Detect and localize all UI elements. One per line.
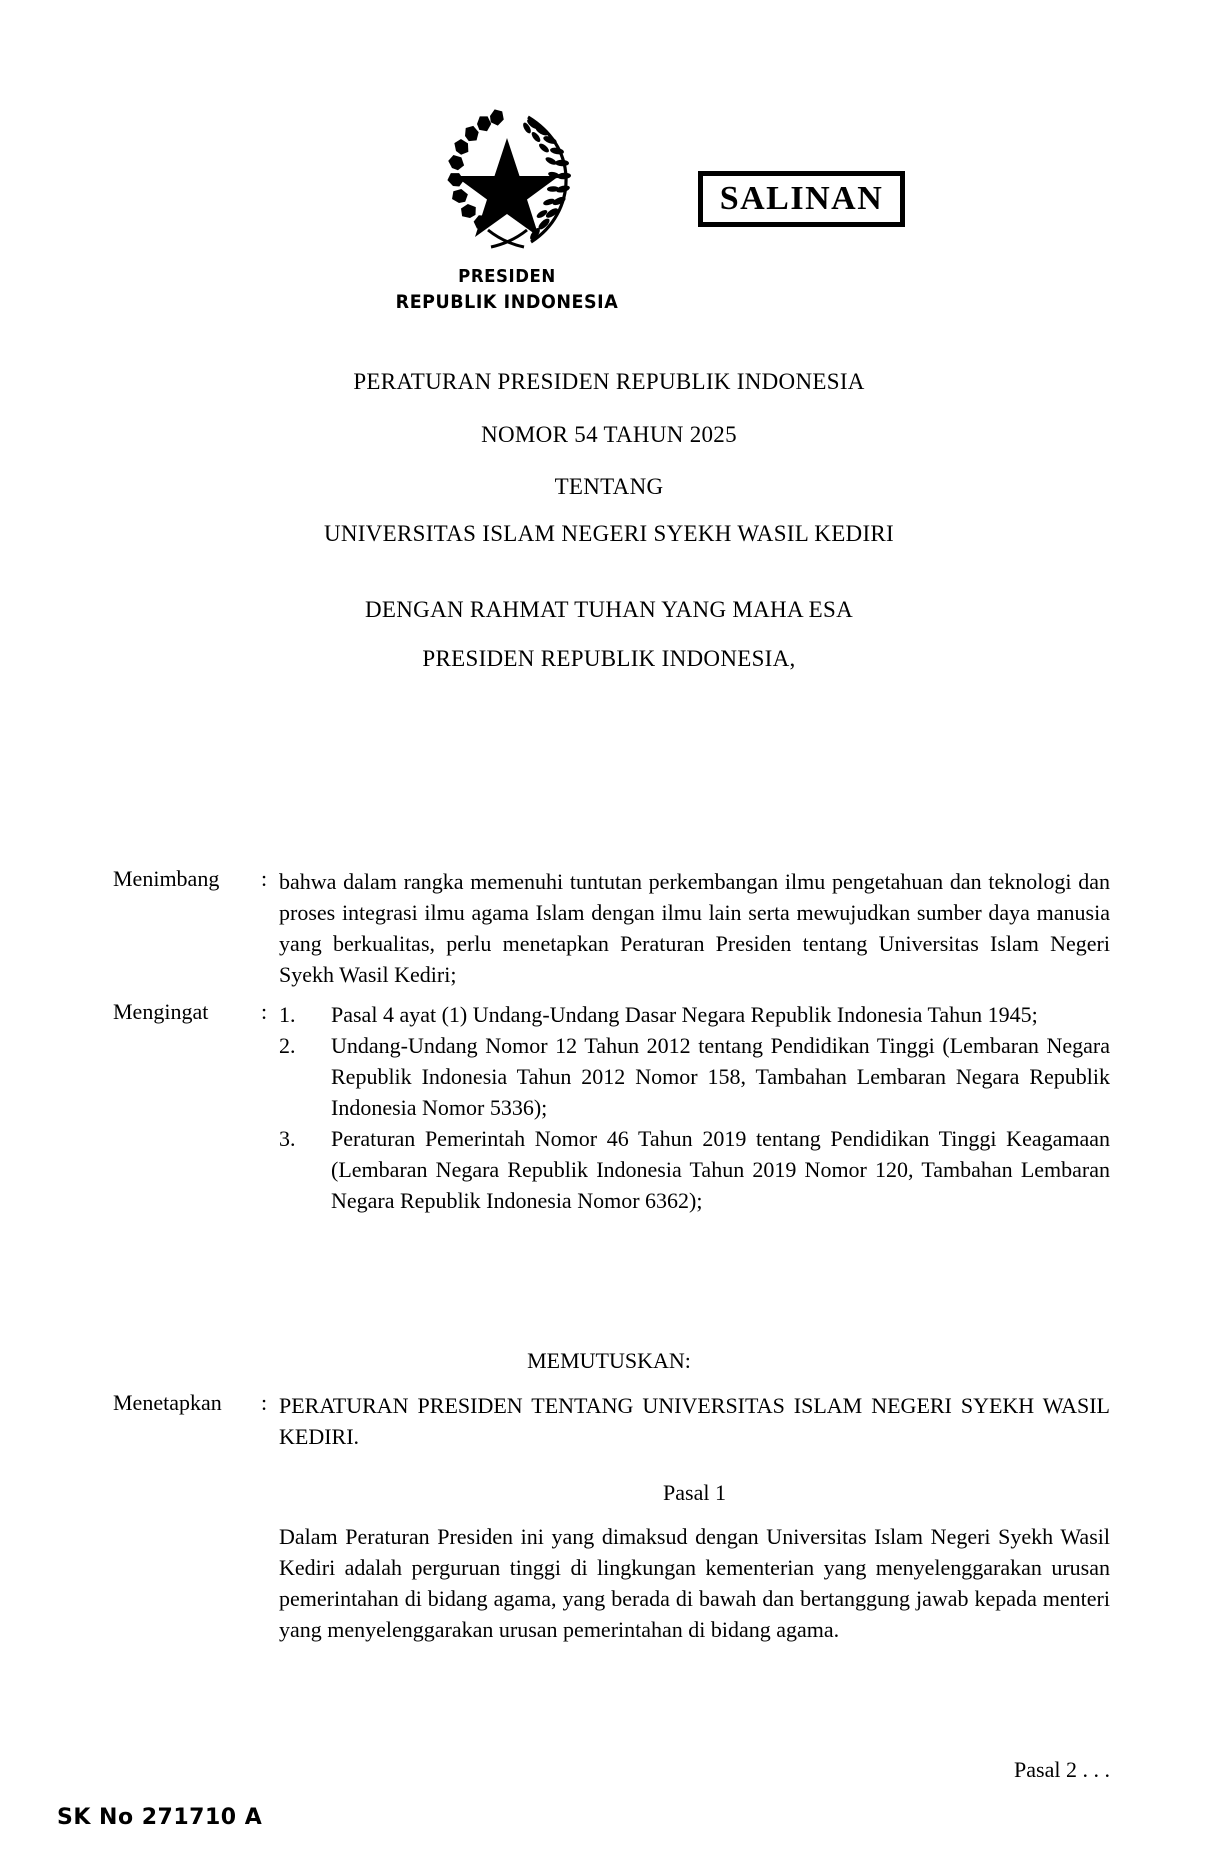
menetapkan-text: PERATURAN PRESIDEN TENTANG UNIVERSITAS ISLAM NEGERI SYEKH WASIL KEDIRI. xyxy=(279,1393,1110,1449)
salinan-stamp-label: SALINAN xyxy=(719,180,884,217)
list-item xyxy=(279,1123,1110,1216)
regulation-subject-line: UNIVERSITAS ISLAM NEGERI SYEKH WASIL KEDIRI xyxy=(323,521,895,546)
sk-number: SK No 271710 A xyxy=(57,1805,263,1830)
mengingat-colon: : xyxy=(261,999,268,1024)
emblem-caption-presiden: PRESIDEN xyxy=(458,266,556,287)
tentang-label: TENTANG xyxy=(554,474,664,499)
invocation-line: DENGAN RAHMAT TUHAN YANG MAHA ESA xyxy=(364,597,854,622)
emblem-caption-republik-indonesia: REPUBLIK INDONESIA xyxy=(395,291,619,313)
salinan-stamp xyxy=(698,171,905,227)
regulation-number-line: NOMOR 54 TAHUN 2025 xyxy=(481,422,737,447)
list-item-number: 2. xyxy=(279,1033,296,1058)
mengingat-list xyxy=(279,999,1110,1216)
list-item-text: Undang-Undang Nomor 12 Tahun 2012 tentang Pendidikan Tinggi (Lembaran Negara Republik Indonesia Tahun 2012 Nomor 158, Tambahan Lembaran Negara Republik Indonesia Nomor 5336); xyxy=(331,1033,1110,1120)
list-item xyxy=(279,1030,1110,1123)
regulation-title-line: PERATURAN PRESIDEN REPUBLIK INDONESIA xyxy=(353,369,865,394)
list-item-text: Peraturan Pemerintah Nomor 46 Tahun 2019 tentang Pendidikan Tinggi Keagamaan (Lembaran Negara Republik Indonesia Tahun 2019 Nomor 120, Tambahan Lembaran Negara Republik Indonesia Nomor 6362); xyxy=(331,1126,1110,1213)
mengingat-list-wrapper xyxy=(279,999,1110,1216)
menimbang-colon: : xyxy=(261,866,268,891)
mengingat-label: Mengingat xyxy=(113,999,209,1024)
list-item-number: 3. xyxy=(279,1126,296,1151)
memutuskan-heading: MEMUTUSKAN: xyxy=(527,1348,691,1373)
list-item-number: 1. xyxy=(279,1002,296,1027)
indonesian-presidential-seal-icon xyxy=(432,104,582,256)
menetapkan-label: Menetapkan xyxy=(113,1390,222,1415)
article-body-pasal-1: Dalam Peraturan Presiden ini yang dimaksud dengan Universitas Islam Negeri Syekh Wasil Kediri adalah perguruan tinggi di lingkungan kementerian yang menyelenggarakan urusan pemerintahan di bidang agama, yang berada di bawah dan bertanggung jawab kepada menteri yang menyelenggarakan urusan pemerintahan di bidang agama. xyxy=(279,1524,1110,1642)
menimbang-text: bahwa dalam rangka memenuhi tuntutan perkembangan ilmu pengetahuan dan teknologi dan proses integrasi ilmu agama Islam dengan ilmu lain serta mewujudkan sumber daya manusia yang berkualitas, perlu menetapkan Peraturan Presiden tentang Universitas Islam Negeri Syekh Wasil Kediri; xyxy=(279,869,1110,987)
list-item-text: Pasal 4 ayat (1) Undang-Undang Dasar Negara Republik Indonesia Tahun 1945; xyxy=(331,1002,1038,1027)
page-catchword: Pasal 2 . . . xyxy=(1014,1757,1110,1782)
article-heading-pasal-1: Pasal 1 xyxy=(663,1480,726,1505)
list-item xyxy=(279,999,1110,1030)
issuer-line: PRESIDEN REPUBLIK INDONESIA, xyxy=(422,646,796,671)
menimbang-label: Menimbang xyxy=(113,866,220,891)
menetapkan-colon: : xyxy=(261,1390,268,1415)
